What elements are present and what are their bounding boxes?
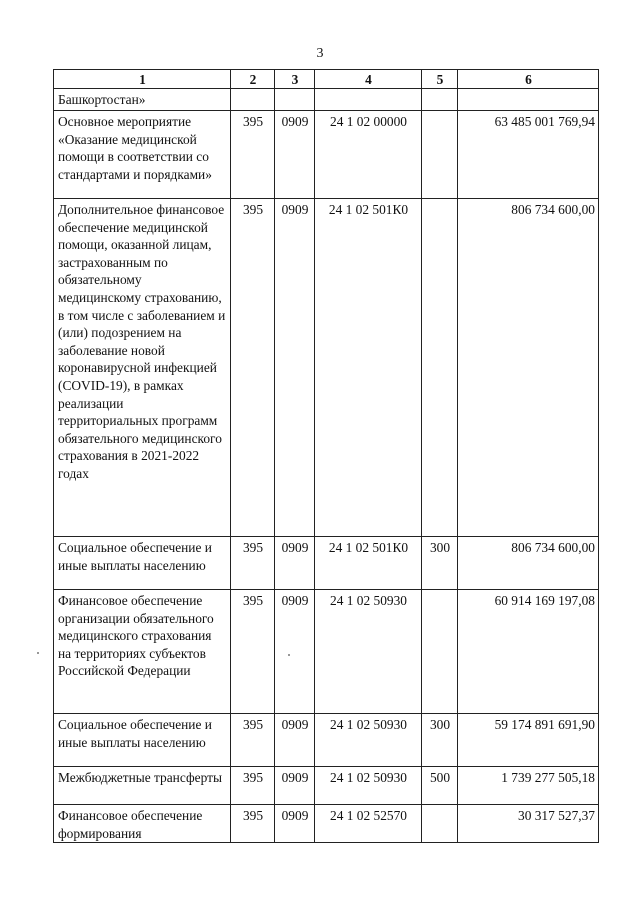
- row-section-code: 0909: [275, 767, 315, 805]
- scan-speck: [288, 654, 290, 656]
- row-type-code: 300: [422, 537, 458, 590]
- table-row: [54, 111, 599, 199]
- row-admin-code: 395: [231, 767, 275, 805]
- row-amount: 806 734 600,00: [458, 199, 599, 537]
- header-cell-section: 3: [275, 70, 315, 89]
- row-name: Башкортостан»: [54, 89, 231, 111]
- page-number: 3: [316, 46, 324, 61]
- row-type-code: 500: [422, 767, 458, 805]
- row-type-code: [422, 590, 458, 714]
- header-cell-target: 4: [315, 70, 422, 89]
- row-name: Социальное обеспечение и иные выплаты населению: [54, 537, 231, 590]
- table-row: [54, 805, 599, 843]
- row-amount: 59 174 891 691,90: [458, 714, 599, 767]
- row-target-code: 24 1 02 501К0: [315, 199, 422, 537]
- table-row: [54, 714, 599, 767]
- row-section-code: 0909: [275, 537, 315, 590]
- row-target-code: 24 1 02 52570: [315, 805, 422, 843]
- row-name: Финансовое обеспечение формирования: [54, 805, 231, 843]
- row-type-code: [422, 199, 458, 537]
- row-target-code: 24 1 02 00000: [315, 111, 422, 199]
- row-section-code: 0909: [275, 590, 315, 714]
- row-section-code: [275, 89, 315, 111]
- budget-table: [53, 69, 599, 843]
- row-target-code: 24 1 02 50930: [315, 767, 422, 805]
- header-cell-amount: 6: [458, 70, 599, 89]
- header-cell-admin: 2: [231, 70, 275, 89]
- table-row: [54, 590, 599, 714]
- row-target-code: [315, 89, 422, 111]
- row-name: Основное мероприятие «Оказание медицинской помощи в соответствии со стандартами и порядками»: [54, 111, 231, 199]
- row-admin-code: 395: [231, 590, 275, 714]
- table-row: [54, 767, 599, 805]
- row-amount: 806 734 600,00: [458, 537, 599, 590]
- row-admin-code: [231, 89, 275, 111]
- row-target-code: 24 1 02 50930: [315, 590, 422, 714]
- row-name: Дополнительное финансовое обеспечение медицинской помощи, оказанной лицам, застрахованным по обязательному медицинскому страхованию, в том числе с заболеванием и (или) подозрением на заболевание новой коронавирусной инфекцией (COVID-19), в рамках реализации территориальных программ обязательного медицинского страхования в 2021-2022 годах: [54, 199, 231, 537]
- row-admin-code: 395: [231, 199, 275, 537]
- row-type-code: [422, 805, 458, 843]
- row-type-code: 300: [422, 714, 458, 767]
- scan-speck: [37, 652, 39, 654]
- row-name: Финансовое обеспечение организации обязательного медицинского страхования на территориях субъектов Российской Федерации: [54, 590, 231, 714]
- row-target-code: 24 1 02 501К0: [315, 537, 422, 590]
- row-section-code: 0909: [275, 805, 315, 843]
- row-amount: [458, 89, 599, 111]
- row-section-code: 0909: [275, 111, 315, 199]
- table-row: [54, 537, 599, 590]
- row-target-code: 24 1 02 50930: [315, 714, 422, 767]
- table-header-row: [54, 70, 599, 89]
- row-amount: 1 739 277 505,18: [458, 767, 599, 805]
- row-type-code: [422, 111, 458, 199]
- table-row: [54, 199, 599, 537]
- row-type-code: [422, 89, 458, 111]
- row-amount: 30 317 527,37: [458, 805, 599, 843]
- row-section-code: 0909: [275, 199, 315, 537]
- row-admin-code: 395: [231, 537, 275, 590]
- row-name: Социальное обеспечение и иные выплаты населению: [54, 714, 231, 767]
- row-admin-code: 395: [231, 805, 275, 843]
- row-amount: 60 914 169 197,08: [458, 590, 599, 714]
- row-admin-code: 395: [231, 714, 275, 767]
- table-row: [54, 89, 599, 111]
- row-section-code: 0909: [275, 714, 315, 767]
- row-amount: 63 485 001 769,94: [458, 111, 599, 199]
- row-admin-code: 395: [231, 111, 275, 199]
- header-cell-name: 1: [54, 70, 231, 89]
- row-name: Межбюджетные трансферты: [54, 767, 231, 805]
- header-cell-type: 5: [422, 70, 458, 89]
